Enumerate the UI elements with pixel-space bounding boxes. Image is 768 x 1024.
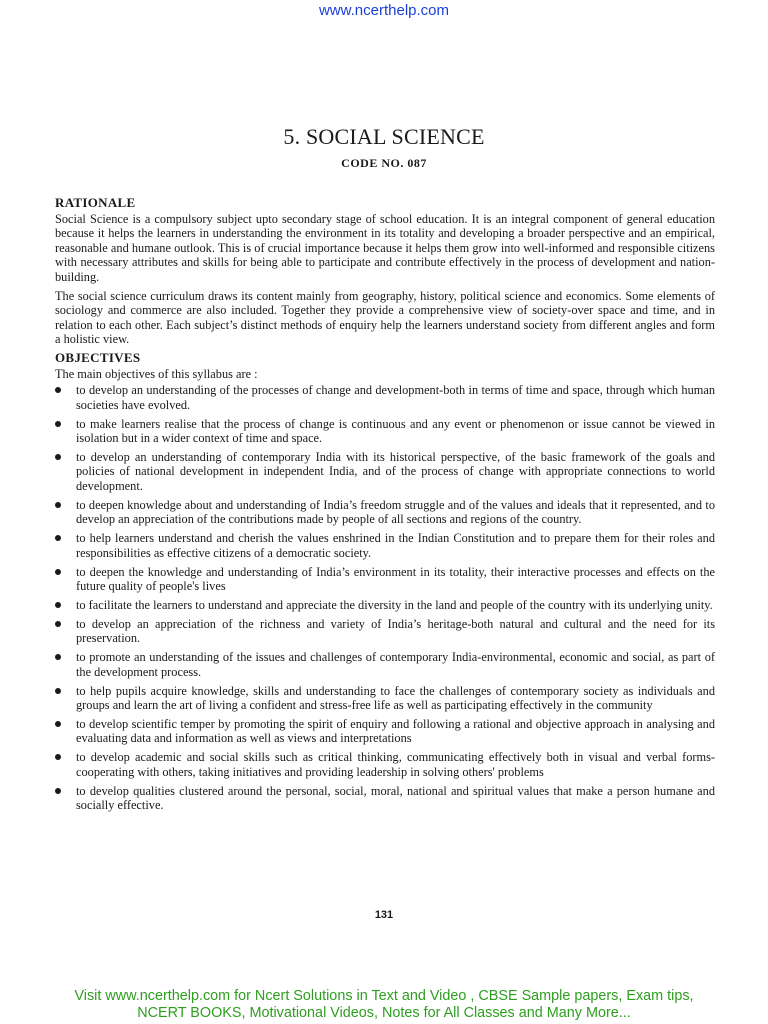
- objectives-list: [55, 383, 715, 813]
- objective-item: [55, 784, 715, 813]
- objectives-intro: The main objectives of this syllabus are :: [55, 366, 258, 381]
- bullet-icon: [55, 569, 61, 575]
- objective-item: [55, 531, 715, 560]
- bullet-icon: [55, 654, 61, 660]
- bullet-icon: [55, 754, 61, 760]
- bullet-icon: [55, 454, 61, 460]
- bullet-icon: [55, 721, 61, 727]
- objective-item: [55, 684, 715, 713]
- document-body: [55, 196, 715, 817]
- subject-code: CODE NO. 087: [341, 156, 427, 170]
- bullet-icon: [55, 621, 61, 627]
- objective-item: [55, 498, 715, 527]
- footer-promo: [0, 988, 768, 1022]
- bullet-icon: [55, 788, 61, 794]
- footer-line: NCERT BOOKS, Motivational Videos, Notes for All Classes and Many More...: [137, 1005, 631, 1021]
- bullet-icon: [55, 688, 61, 694]
- site-link[interactable]: www.ncerthelp.com: [318, 2, 450, 19]
- objective-text: to develop scientific temper by promoting the spirit of enquiry and following a rational and objective approach in analysing and evaluating data and information as well as views and interpretations: [76, 716, 715, 746]
- objective-text: to develop an understanding of contemporary India with its historical perspective, of the basic framework of the goals and policies of national development in independent India, and of the process of change with appropriate connections to world development.: [76, 449, 715, 494]
- objective-text: to develop an understanding of the processes of change and development-both in terms of time and space, through which human societies have evolved.: [76, 383, 715, 412]
- document-title: 5. SOCIAL SCIENCE: [283, 124, 485, 149]
- bullet-icon: [55, 535, 61, 541]
- objective-item: [55, 383, 715, 412]
- page-number: 131: [374, 909, 394, 921]
- objective-item: [55, 598, 715, 613]
- objective-item: [55, 565, 715, 594]
- bullet-icon: [55, 602, 61, 608]
- rationale-heading: RATIONALE: [55, 195, 136, 210]
- objective-text: to help pupils acquire knowledge, skills and understanding to face the challenges of contemporary society as individuals and groups and learn the art of living a confident and stress-free life as well as participating effectively in the community: [76, 683, 715, 713]
- bullet-icon: [55, 387, 61, 393]
- objective-text: to make learners realise that the process of change is continuous and any event or phenomenon or issue cannot be viewed in isolation but in a wider context of time and space.: [76, 416, 715, 446]
- objective-text: to deepen the knowledge and understanding of India’s environment in its totality, their interactive processes and effects on the future quality of people's lives: [76, 564, 715, 594]
- objective-item: [55, 617, 715, 646]
- objective-item: [55, 750, 715, 779]
- objective-text: to develop academic and social skills such as critical thinking, communicating effectively both in visual and verbal forms- cooperating with others, taking initiatives and providing leadership in solving others' problems: [76, 750, 715, 779]
- objective-item: [55, 717, 715, 746]
- objective-item: [55, 650, 715, 679]
- objective-text: to help learners understand and cherish the values enshrined in the Indian Constitution and to prepare them for their roles and responsibilities as effective citizens of a democratic society.: [76, 531, 715, 560]
- rationale-paragraph: The social science curriculum draws its content mainly from geography, history, political science and economics. Some elements of sociology and commerce are also included. Together they provide a comprehensive view of society-over space and time, and in relation to each other. Each subject’s distinct methods of enquiry help the learners understand society from different angles and form a holistic view.: [55, 288, 715, 347]
- objective-text: to develop an appreciation of the richness and variety of India’s heritage-both natural and cultural and the need for its preservation.: [76, 616, 715, 646]
- objective-item: [55, 450, 715, 494]
- rationale-paragraph: Social Science is a compulsory subject upto secondary stage of school education. It is an integral component of general education because it helps the learners in understanding the environment in its totality and developing a broader perspective and an empirical, reasonable and humane outlook. This is of crucial importance because it helps them grow into well-informed and responsible citizens with necessary attributes and skills for being able to participate and contribute effectively in the process of development and nation-building.: [55, 211, 715, 284]
- bullet-icon: [55, 421, 61, 427]
- objective-text: to facilitate the learners to understand and appreciate the diversity in the land and people of the country with its underlying unity.: [76, 597, 713, 612]
- objective-text: to promote an understanding of the issues and challenges of contemporary India-environmental, economic and social, as part of the development process.: [76, 650, 715, 679]
- bullet-icon: [55, 502, 61, 508]
- objective-text: to develop qualities clustered around the personal, social, moral, national and spiritual values that make a person humane and socially effective.: [76, 783, 715, 813]
- objective-item: [55, 417, 715, 446]
- footer-line: Visit www.ncerthelp.com for Ncert Solutions in Text and Video , CBSE Sample papers, Exam tips,: [74, 988, 694, 1004]
- objective-text: to deepen knowledge about and understanding of India’s freedom struggle and of the values and ideals that it represented, and to develop an appreciation of the contributions made by people of all sections and regions of the country.: [76, 497, 715, 527]
- objectives-heading: OBJECTIVES: [55, 349, 141, 365]
